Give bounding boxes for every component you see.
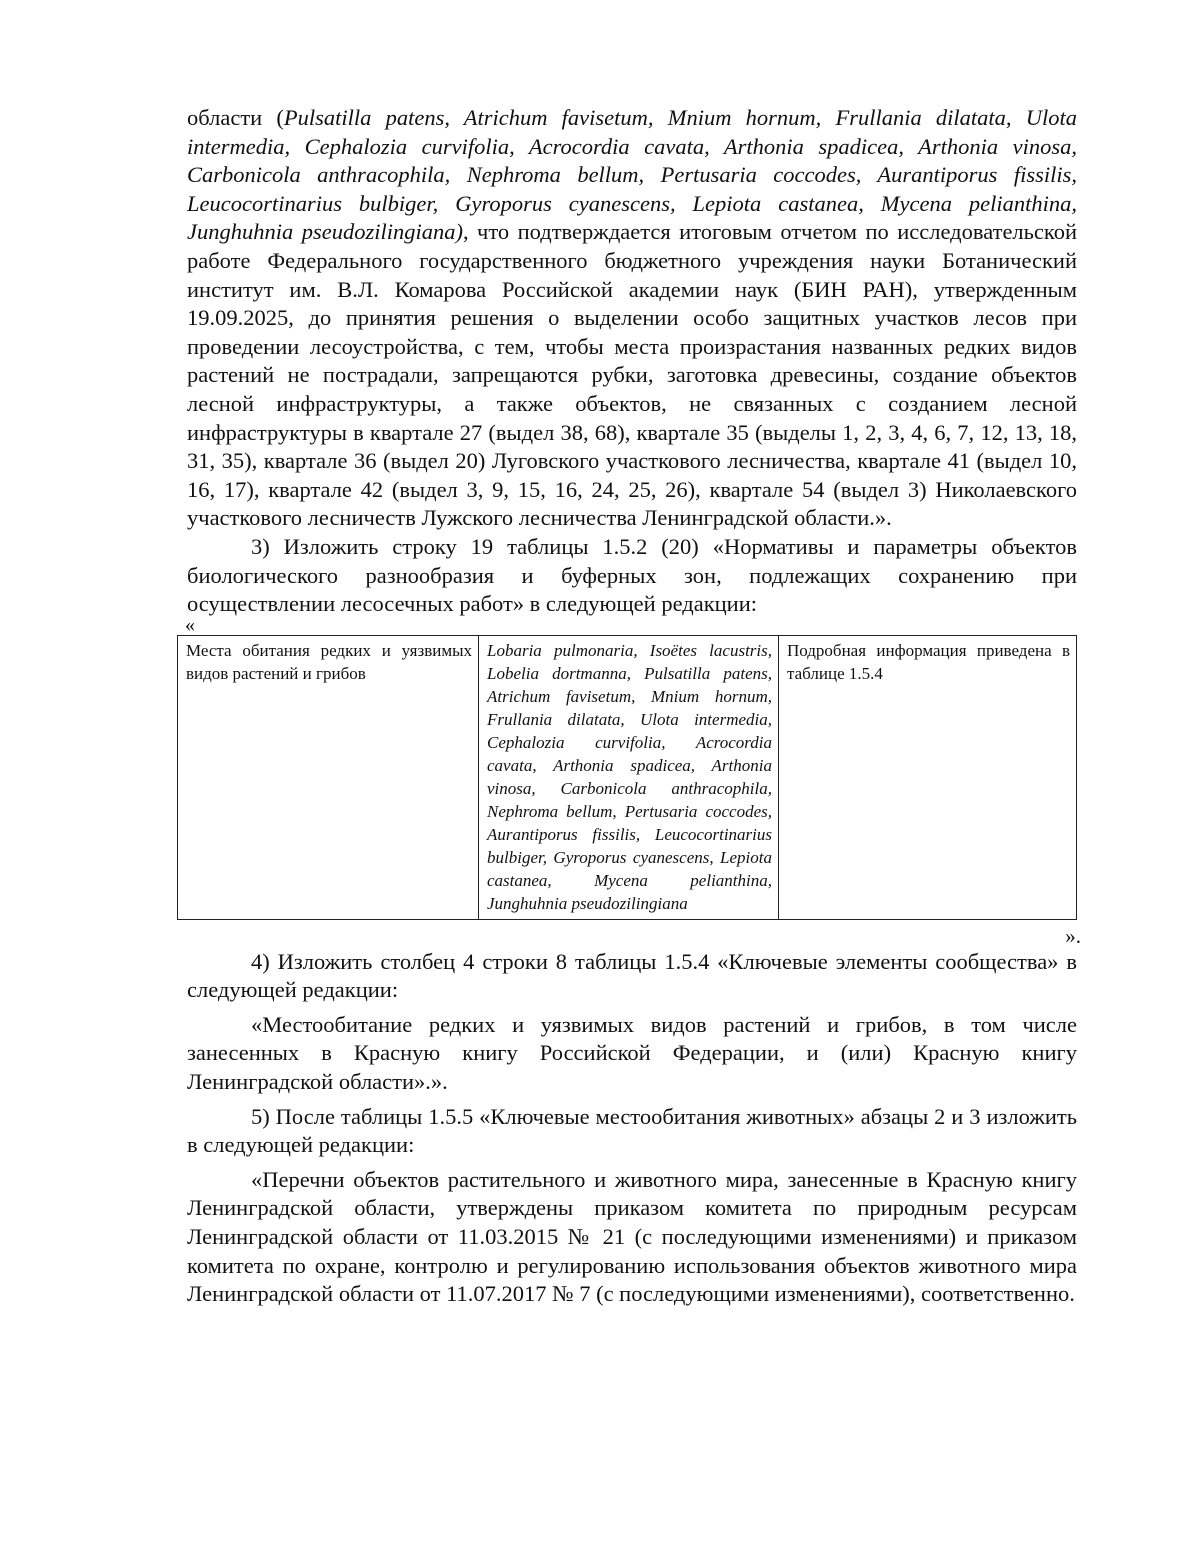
item-5-text: «Перечни объектов растительного и животного мира, занесенные в Красную книгу Ленинградской области, утверждены приказом комитета по природным ресурсам Ленинградской области от 11.03.2015 № 21 (с последующими изменениями) и приказом комитета по охране, контролю и регулированию использования объектов животного мира Ленинградской области от 11.07.2017 № 7 (с последующими изменениями), соответственно. bbox=[187, 1166, 1077, 1307]
table-cell-species: Lobaria pulmonaria, Isoëtes lacustris, Lobelia dortmanna, Pulsatilla patens, Atrichum favisetum, Mnium hornum, Frullania dilatata, Ulota intermedia, Cephalozia curvifolia, Acrocordia cavata, Arthonia spadicea, Arthonia vinosa, Carbonicola anthracophila, Nephroma bellum, Pertusaria coccodes, Aurantiporus fissilis, Leucocortinarius bulbiger, Gyroporus cyanescens, Lepiota castanea, Mycena pelianthina, Junghuhnia pseudozilingiana bbox=[479, 635, 779, 919]
table-cell-habitat: Места обитания редких и уязвимых видов растений и грибов bbox=[178, 635, 479, 919]
item-3: 3) Изложить строку 19 таблицы 1.5.2 (20) «Нормативы и параметры объектов биологического разнообразия и буферных зон, подлежащих сохранению при осуществлении лесосечных работ» в следующей редакции: bbox=[187, 533, 1077, 617]
item-4-text: «Местообитание редких и уязвимых видов растений и грибов, в том числе занесенных в Красную книгу Российской Федерации, и (или) Красную книгу Ленинградской области».». bbox=[187, 1011, 1077, 1095]
species-table bbox=[177, 635, 1077, 920]
paragraph-body: , что подтверждается итоговым отчетом по исследовательской работе Федерального государственного бюджетного учреждения науки Ботанический институт им. В.Л. Комарова Российской академии наук (БИН РАН), утвержденным 19.09.2025, до принятия решения о выделении особо защитных участков лесов при проведении лесоустройства, с тем, чтобы места произрастания названных редких видов растений не пострадали, запрещаются рубки, заготовка древесины, создание объектов лесной инфраструктуры, а также объектов, не связанных с созданием лесной инфраструктуры в квартале 27 (выдел 38, 68), квартале 35 (выделы 1, 2, 3, 4, 6, 7, 12, 13, 18, 31, 35), квартале 36 (выдел 20) Луговского участкового лесничества, квартале 41 (выдел 10, 16, 17), квартале 42 (выдел 3, 9, 15, 16, 24, 25, 26), квартале 54 (выдел 3) Николаевского участкового лесничеств Лужского лесничества Ленинградской области.». bbox=[187, 219, 1077, 531]
item-5: 5) После таблицы 1.5.5 «Ключевые местообитания животных» абзацы 2 и 3 изложить в следующей редакции: bbox=[187, 1103, 1077, 1158]
table-open-quote: « bbox=[185, 613, 195, 636]
paragraph-continuation bbox=[187, 104, 1077, 533]
table-close-quote: ». bbox=[1065, 923, 1081, 948]
table-row bbox=[178, 635, 1077, 919]
paragraph-lead: области ( bbox=[187, 105, 284, 130]
species-list: Pulsatilla patens, Atrichum favisetum, Mnium hornum, Frullania dilatata, Ulota intermedia, Cephalozia curvifolia, Acrocordia cavata, Arthonia spadicea, Arthonia vinosa, Carbonicola anthracophila, Nephroma bellum, Pertusaria coccodes, Aurantiporus fissilis, Leucocortinarius bulbiger, Gyroporus cyanescens, Lepiota castanea, Mycena pelianthina, Junghuhnia pseudozilingiana) bbox=[187, 105, 1077, 245]
document-page bbox=[185, 104, 1081, 1309]
table-cell-info: Подробная информация приведена в таблице 1.5.4 bbox=[779, 635, 1077, 919]
item-4: 4) Изложить столбец 4 строки 8 таблицы 1.5.4 «Ключевые элементы сообщества» в следующей редакции: bbox=[187, 948, 1077, 1003]
